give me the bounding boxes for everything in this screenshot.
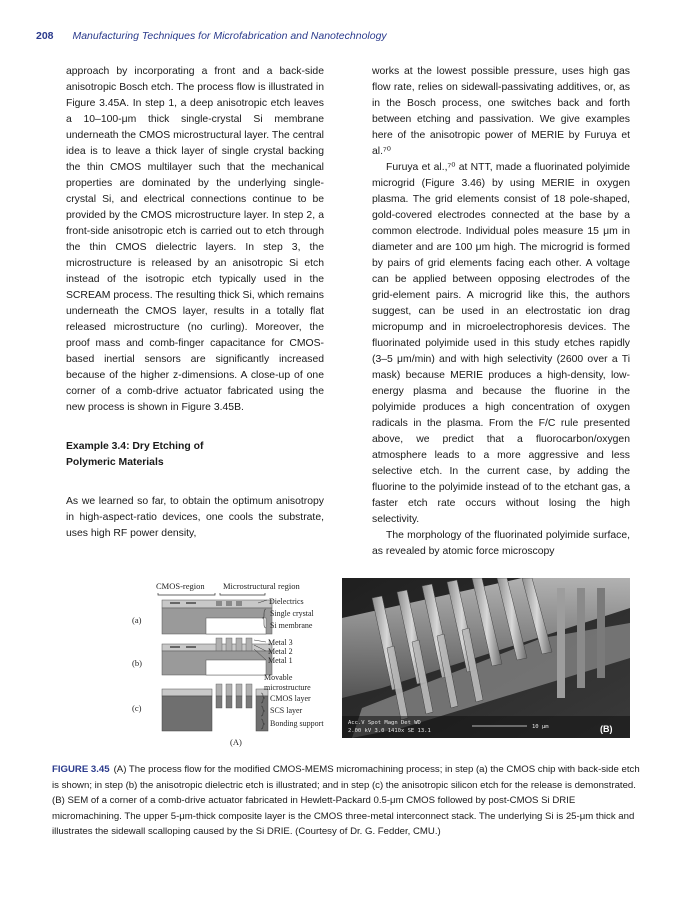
microstructure-label: microstructure: [264, 683, 311, 692]
example-heading-line1: Example 3.4: Dry Etching of: [66, 441, 204, 452]
body-paragraph: Furuya et al.,⁷⁰ at NTT, made a fluorinated polyimide microgrid (Figure 3.46) by using MERIE in oxygen plasma. The grid elements consist of 18 pole-shaped, gold-covered electrodes connected at the base by a common electrode. Individual poles measure 15 μm in diameter and are 100 μm high. The microgrid is formed by pairs of grid elements facing each other. A voltage can be applied between opposing electrodes of the grid-element pairs. A microgrid like this, the authors suggest, can be used in an electrostatic ion drag micropump and in microelectrophoresis devices. The fluorinated polyimide used in this study etches rapidly (3–5 μm/min) and with high selectivity (2600 over a Ti mask) because MERIE produces a high-density, low-energy plasma and because the fluorine in the polyimide produces a high concentration of oxygen radicals in the plasma. From the F/C rule presented above, we predict that a fluorocarbon/oxygen atmosphere leads to a more aggressive and less selective etch. In the current case, by adding the fluorine to the polyimide instead of to the etchant gas, a faster etch rate occurs without losing the high selectivity.: [372, 162, 630, 525]
microstructural-region-label: Microstructural region: [223, 581, 300, 591]
step-b-structure: [162, 638, 272, 675]
page-number: 208: [36, 30, 54, 42]
metal2-label: Metal 2: [268, 647, 293, 656]
step-b-label: (b): [132, 658, 142, 668]
left-column: [66, 64, 324, 542]
right-column: [372, 64, 630, 560]
si-membrane-label: Si membrane: [270, 621, 313, 630]
body-paragraph: The morphology of the fluorinated polyimide surface, as revealed by atomic force microscopy: [372, 530, 630, 557]
movable-label: Movable: [264, 673, 293, 682]
figure-caption-label: FIGURE 3.45: [52, 764, 110, 775]
example-heading-line2: Polymeric Materials: [66, 457, 164, 468]
scale-bar-label: 10 μm: [532, 724, 549, 730]
step-c-label: (c): [132, 703, 142, 713]
panel-a-label: (A): [230, 737, 242, 747]
sem-image: [342, 578, 630, 738]
step-a-structure: [162, 600, 272, 634]
example-heading: [66, 439, 324, 471]
body-paragraph: works at the lowest possible pressure, uses high gas flow rate, relies on sidewall-passivating additives, or, as in the Bosch process, one switches back and forth between etching and passivation. We give examples here of the anisotropic power of MERIE by Furuya et al.⁷⁰: [372, 66, 630, 157]
single-crystal-label: Single crystal: [270, 609, 314, 618]
panel-b-label: (B): [600, 724, 613, 734]
body-paragraph: As we learned so far, to obtain the optimum anisotropy in high-aspect-ratio devices, one cools the substrate, uses high RF power density,: [66, 496, 324, 539]
dielectrics-label: Dielectrics: [269, 597, 304, 606]
step-a-label: (a): [132, 615, 142, 625]
metal3-label: Metal 3: [268, 638, 293, 647]
figure-3-45: [120, 578, 628, 750]
body-paragraph: approach by incorporating a front and a back-side anisotropic Bosch etch. The process flow is illustrated in Figure 3.45A. In step 1, a deep anisotropic etch leaves a 10–100-μm thick single-crystal Si membrane underneath the CMOS microstructural layer. The central idea is to leave a thick layer of single crystal backing the thin CMOS multilayer such that the mechanical properties are dominated by the underlying single-crystal Si, and electrical connections continue to be provided by the CMOS microstructure layer. In step 2, a front-side anisotropic etch is carried out to etch through the thin CMOS dielectric layers. In step 3, the microstructure is released by an anisotropic Si etch instead of the isotropic etch typically used in the SCREAM process. The resulting thick Si, which remains underneath the CMOS layer, results in a totally flat released microstructure (no curling). Moreover, the proof mass and comb-finger capacitance for CMOS-based inertial sensors are significantly increased because of the higher z-dimensions. A close-up of one corner of a comb-drive actuator fabricated using the new process is shown in Figure 3.45B.: [66, 66, 324, 413]
figure-panel-b-sem: [342, 578, 630, 738]
cmos-layer-label: CMOS layer: [270, 694, 311, 703]
process-flow-diagram: [120, 578, 340, 750]
metal1-label: Metal 1: [268, 656, 293, 665]
running-title: Manufacturing Techniques for Microfabrication and Nanotechnology: [72, 30, 387, 42]
sem-info-line2: 2.00 kV 3.0 1410x SE 13.1: [348, 728, 431, 734]
scs-layer-label: SCS layer: [270, 706, 303, 715]
step-c-structure: [162, 684, 268, 731]
sem-info-line1: Acc.V Spot Magn Det WD: [348, 720, 421, 726]
figure-caption: [52, 762, 642, 840]
figure-panel-a: [120, 578, 340, 750]
cmos-region-label: CMOS-region: [156, 581, 205, 591]
figure-caption-text: (A) The process flow for the modified CMOS-MEMS micromachining process; in step (a) the CMOS chip with back-side etch is shown; in step (b) the anisotropic dielectric etch is illustrated; and in step (c) the anisotropic silicon etch for the release is demonstrated. (B) SEM of a corner of a comb-drive actuator fabricated in Hewlett-Packard 0.5-μm CMOS followed by post-CMOS Si DRIE micromachining. The upper 5-μm-thick composite layer is the CMOS three-metal interconnect stack. The underlying Si is 25-μm thick and illustrates the sidewall scalloping caused by the Si DRIE. (Courtesy of Dr. G. Fedder, CMU.): [52, 764, 640, 837]
page-header: [36, 30, 387, 42]
bonding-support-label: Bonding support: [270, 719, 324, 728]
